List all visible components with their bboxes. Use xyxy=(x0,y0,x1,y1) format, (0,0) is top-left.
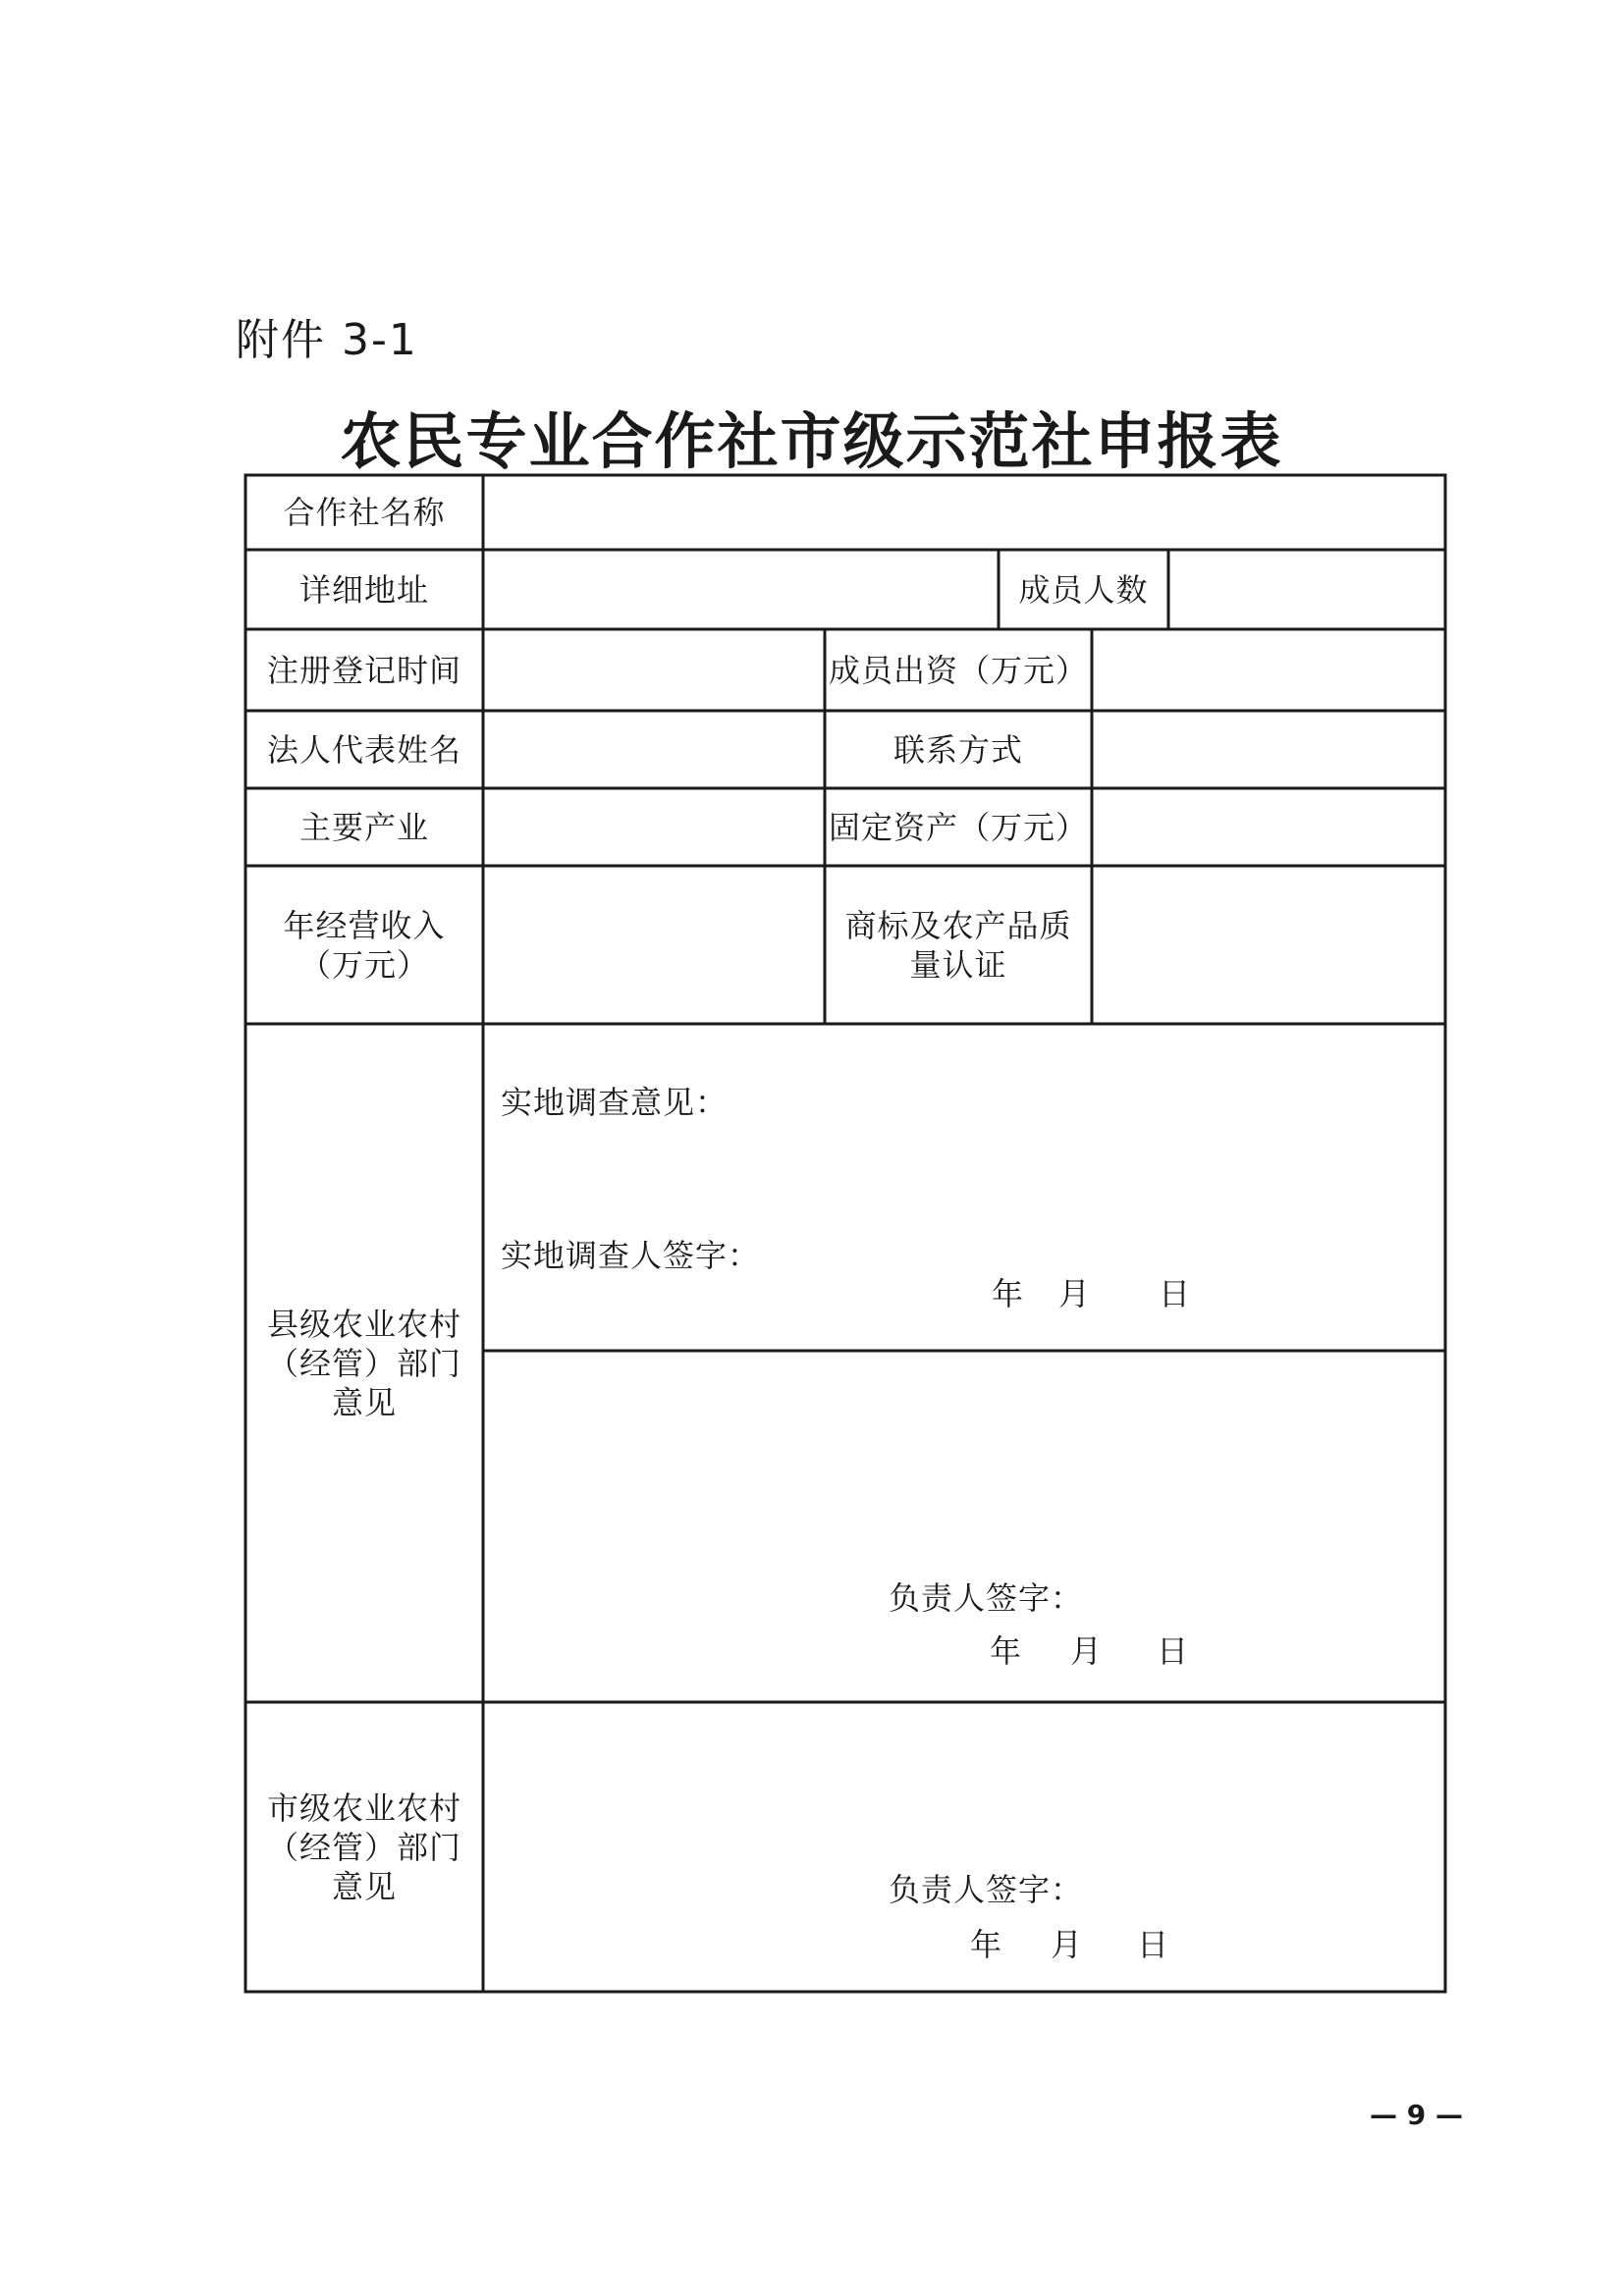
county-dept-label-line3: 意见 xyxy=(331,1383,397,1421)
registration-time-label: 注册登记时间 xyxy=(266,651,461,689)
survey-opinion-label: 实地调查意见： xyxy=(501,1084,729,1121)
trademark-cert-label xyxy=(825,866,1092,1024)
member-count-label: 成员人数 xyxy=(1018,570,1149,609)
survey-date-year: 年 xyxy=(992,1275,1024,1312)
county-responsible-signature-label: 负责人签字： xyxy=(889,1579,1084,1617)
county-date-month: 月 xyxy=(1070,1632,1103,1670)
annual-revenue-label xyxy=(245,866,483,1024)
contact-field[interactable] xyxy=(1092,711,1445,788)
coop-name-field[interactable] xyxy=(483,475,1445,550)
attachment-label: 附件 3-1 xyxy=(236,315,418,365)
fixed-assets-field[interactable] xyxy=(1092,788,1445,866)
coop-name-label: 合作社名称 xyxy=(283,494,446,531)
fixed-assets-label: 固定资产（万元） xyxy=(828,808,1088,846)
county-dept-label xyxy=(245,1024,483,1702)
county-dept-label-line1: 县级农业农村 xyxy=(266,1305,461,1343)
member-capital-label: 成员出资（万元） xyxy=(828,651,1088,689)
main-industry-field[interactable] xyxy=(483,788,825,866)
address-field[interactable] xyxy=(483,550,999,629)
survey-date-month: 月 xyxy=(1058,1275,1091,1312)
trademark-cert-label-line2: 量认证 xyxy=(909,945,1007,984)
contact-label: 联系方式 xyxy=(893,730,1023,769)
annual-revenue-label-line1: 年经营收入 xyxy=(283,906,446,944)
form-title: 农民专业合作社市级示范社申报表 xyxy=(340,405,1283,477)
legal-rep-label: 法人代表姓名 xyxy=(266,730,461,769)
city-dept-label xyxy=(245,1702,483,1992)
registration-time-field[interactable] xyxy=(483,629,825,711)
city-responsible-signature-label: 负责人签字： xyxy=(889,1871,1084,1908)
annual-revenue-label-line2: （万元） xyxy=(298,945,429,984)
county-dept-label-line2: （经管）部门 xyxy=(266,1344,461,1382)
county-date-year: 年 xyxy=(990,1632,1022,1670)
trademark-cert-label-line1: 商标及农产品质 xyxy=(844,906,1072,944)
member-count-field[interactable] xyxy=(1168,550,1445,629)
city-date-year: 年 xyxy=(970,1926,1002,1963)
trademark-cert-field[interactable] xyxy=(1092,866,1445,1024)
city-date-month: 月 xyxy=(1051,1926,1083,1963)
annual-revenue-field[interactable] xyxy=(483,866,825,1024)
survey-date-day: 日 xyxy=(1159,1275,1191,1312)
surveyor-signature-label: 实地调查人签字： xyxy=(501,1237,761,1274)
main-industry-label: 主要产业 xyxy=(298,808,429,846)
address-label: 详细地址 xyxy=(298,570,429,609)
city-dept-label-line1: 市级农业农村 xyxy=(266,1789,461,1827)
member-capital-field[interactable] xyxy=(1092,629,1445,711)
legal-rep-field[interactable] xyxy=(483,711,825,788)
city-date-day: 日 xyxy=(1137,1926,1169,1963)
county-date-day: 日 xyxy=(1157,1632,1189,1670)
page-number: — 9 — xyxy=(1370,2099,1463,2131)
city-dept-label-line3: 意见 xyxy=(331,1867,397,1905)
city-dept-label-line2: （经管）部门 xyxy=(266,1828,461,1866)
